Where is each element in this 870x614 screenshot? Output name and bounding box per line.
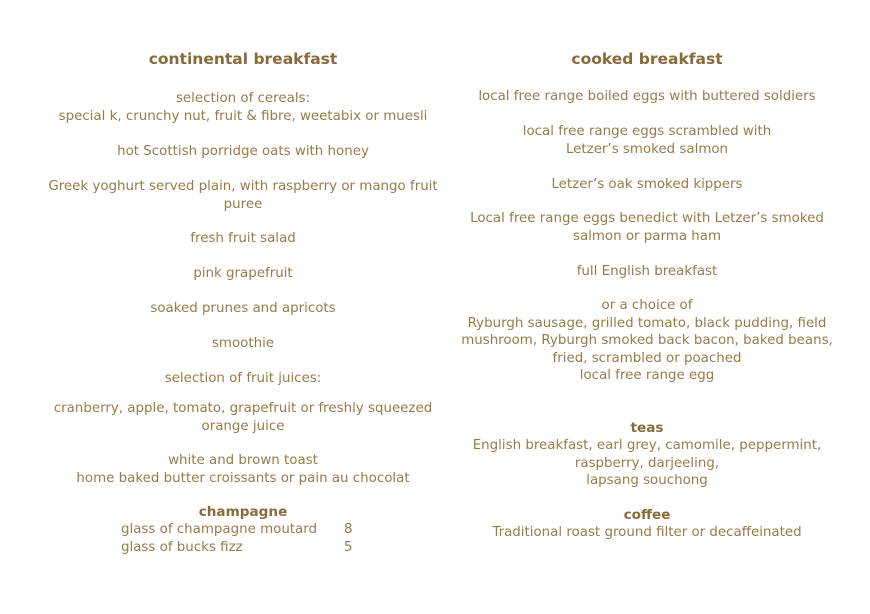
menu-item-line: or a choice of	[601, 298, 693, 313]
menu-item-cereals	[20, 90, 466, 125]
menu-item-line: selection of fruit juices:	[164, 371, 322, 386]
drink-price: 5	[344, 540, 353, 555]
menu-item-fruit-juices	[20, 370, 466, 388]
drink-price: 8	[344, 522, 353, 537]
menu-item-scrambled-eggs	[438, 123, 856, 158]
menu-item-porridge	[20, 143, 466, 161]
menu-item-line: cranberry, apple, tomato, grapefruit or freshly squeezed	[53, 401, 433, 416]
menu-item-line: Ryburgh sausage, grilled tomato, black pudding, field	[467, 315, 827, 331]
menu-item-choice	[438, 297, 856, 385]
menu-item-line: raspberry, darjeeling,	[574, 455, 720, 471]
cooked-breakfast-heading: cooked breakfast	[571, 50, 723, 68]
menu-item-grapefruit	[20, 265, 466, 283]
champagne-heading: champagne	[198, 504, 288, 520]
menu-item-line: fresh fruit salad	[190, 231, 296, 246]
menu-item-line: English breakfast, earl grey, camomile, peppermint,	[472, 438, 822, 453]
continental-breakfast-heading: continental breakfast	[148, 50, 338, 68]
menu-item-kippers	[438, 176, 856, 194]
menu-item-toast	[20, 452, 466, 487]
menu-item-fruit-salad	[20, 230, 466, 248]
teas-heading: teas	[630, 420, 664, 436]
menu-item-line: Letzer’s smoked salmon	[565, 141, 729, 157]
menu-item-full-english	[438, 263, 856, 281]
menu-item-line: lapsang souchong	[586, 473, 708, 488]
coffee-heading: coffee	[623, 507, 671, 523]
menu-item-line: full English breakfast	[576, 264, 718, 279]
menu-item-line: smoothie	[211, 336, 275, 351]
teas-list	[438, 437, 856, 490]
drink-name: glass of bucks fizz	[121, 540, 243, 555]
champagne-row	[20, 539, 466, 557]
menu-item-line: special k, crunchy nut, fruit & fibre, weetabix or muesli	[58, 108, 428, 124]
menu-item-line: local free range eggs scrambled with	[522, 124, 772, 139]
menu-item-line: home baked butter croissants or pain au chocolat	[76, 470, 410, 486]
menu-item-boiled-eggs	[438, 88, 856, 106]
menu-item-line: hot Scottish porridge oats with honey	[117, 144, 369, 159]
menu-item-eggs-benedict	[438, 210, 856, 245]
menu-item-line: pink grapefruit	[193, 266, 293, 281]
menu-item-juice-list	[20, 400, 466, 435]
menu-item-line: fried, scrambled or poached	[552, 350, 742, 366]
drink-name: glass of champagne moutard	[121, 522, 318, 537]
menu-item-line: orange juice	[201, 418, 285, 434]
menu-item-prunes	[20, 300, 466, 318]
coffee-list	[438, 524, 856, 542]
menu-item-line: Traditional roast ground filter or decaffeinated	[492, 525, 802, 540]
menu-item-line: Local free range eggs benedict with Letzer’s smoked	[470, 211, 824, 226]
menu-item-line: local free range egg	[579, 368, 715, 383]
menu-item-line: salmon or parma ham	[572, 228, 722, 244]
champagne-row	[20, 521, 466, 539]
menu-item-line: puree	[223, 196, 263, 212]
menu-item-yoghurt	[20, 178, 466, 213]
menu-item-line: Letzer’s oak smoked kippers	[551, 177, 743, 192]
menu-item-line: selection of cereals:	[175, 91, 311, 106]
menu-item-smoothie	[20, 335, 466, 353]
menu-item-line: local free range boiled eggs with buttered soldiers	[478, 89, 816, 104]
menu-item-line: soaked prunes and apricots	[150, 301, 336, 316]
menu-item-line: white and brown toast	[168, 453, 318, 468]
menu-item-line: Greek yoghurt served plain, with raspberry or mango fruit	[48, 179, 438, 194]
menu-item-line: mushroom, Ryburgh smoked back bacon, baked beans,	[461, 333, 833, 348]
